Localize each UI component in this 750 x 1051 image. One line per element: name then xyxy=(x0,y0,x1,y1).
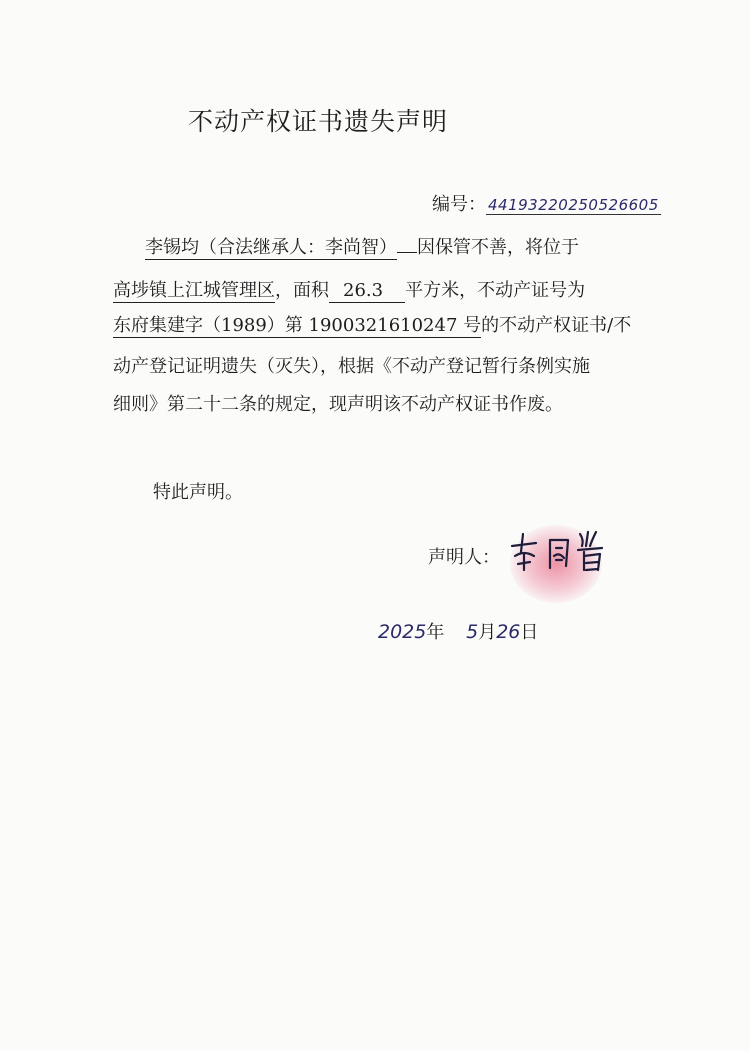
date-day: 26 xyxy=(496,621,521,643)
property-location: 高埗镇上江城管理区 xyxy=(113,280,275,301)
body-line-1 xyxy=(145,233,579,259)
date-year-unit: 年 xyxy=(426,622,445,643)
serial-number xyxy=(432,190,661,216)
closing-statement: 特此声明。 xyxy=(153,482,243,503)
serial-value: 44193220250526605 xyxy=(488,196,659,214)
date-day-unit: 日 xyxy=(520,622,539,643)
body-line-2 xyxy=(113,276,585,302)
declaration-date xyxy=(378,618,538,644)
document-title: 不动产权证书遗失声明 xyxy=(188,107,449,136)
serial-label: 编号： xyxy=(432,194,486,215)
certificate-number: 东府集建字（1989）第 1900321610247 号 xyxy=(113,315,482,336)
body-text-1: 因保管不善，将位于 xyxy=(417,237,579,258)
body-text-4: 的不动产权证书/不 xyxy=(481,315,632,336)
handwritten-signature xyxy=(506,526,616,576)
owner-name: 李锡均（合法继承人：李尚智） xyxy=(145,237,397,258)
body-text-3: 平方米，不动产证号为 xyxy=(405,280,586,301)
date-month: 5 xyxy=(466,621,479,643)
body-line-4: 动产登记证明遗失（灭失），根据《不动产登记暂行条例实施 xyxy=(113,356,590,377)
body-line-3 xyxy=(113,311,631,337)
body-text-2: ，面积 xyxy=(275,280,329,301)
date-year: 2025 xyxy=(378,621,427,643)
owner-underline-tail xyxy=(397,252,417,253)
date-month-unit: 月 xyxy=(478,622,497,643)
body-line-5: 细则》第二十二条的规定，现声明该不动产权证书作废。 xyxy=(113,394,563,415)
property-area: 26.3 xyxy=(329,280,405,303)
declarant-label: 声明人： xyxy=(428,547,500,568)
